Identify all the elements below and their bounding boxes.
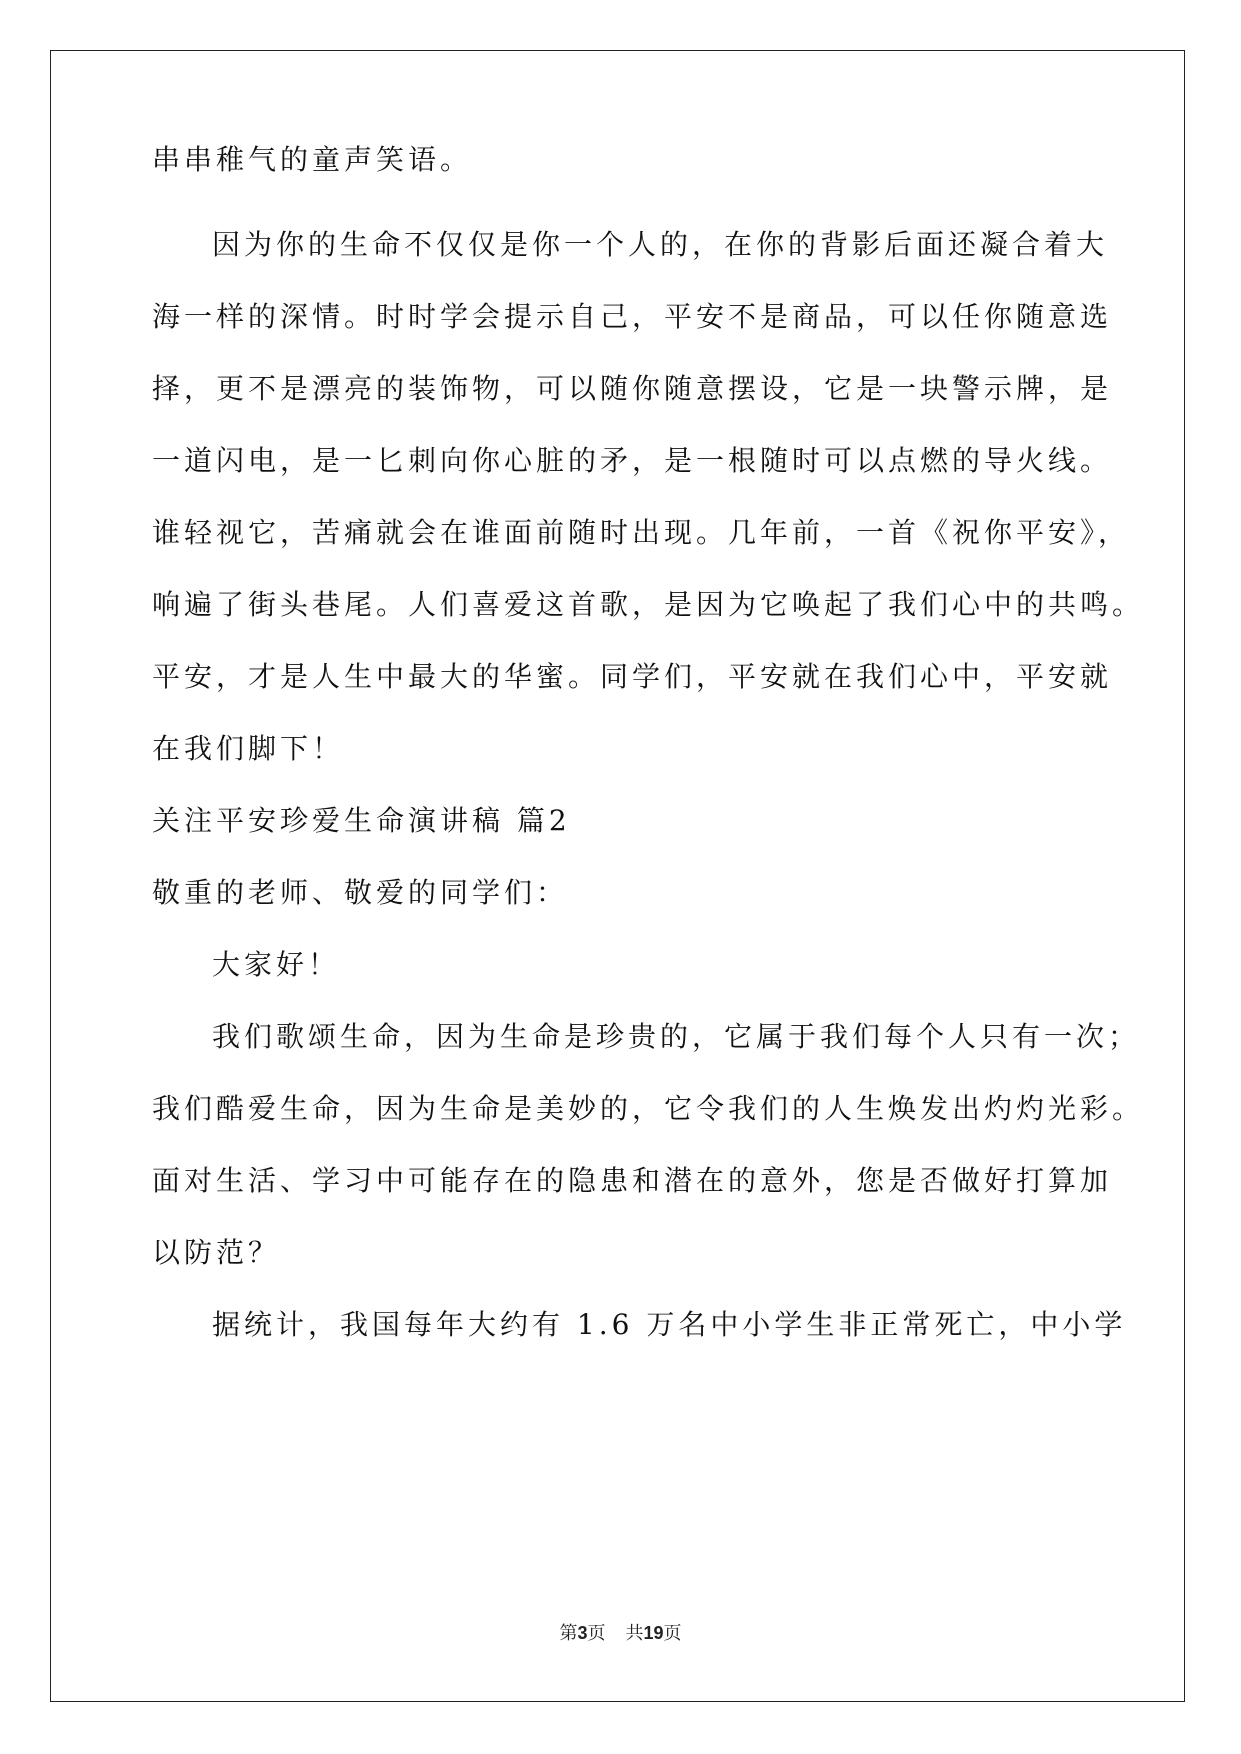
text-line: 择，更不是漂亮的装饰物，可以随你随意摆设，它是一块警示牌，是 bbox=[152, 372, 1113, 405]
text-line: 据统计，我国每年大约有 1.6 万名中小学生非正常死亡，中小学 bbox=[212, 1308, 1127, 1341]
text-line: 一道闪电，是一匕刺向你心脏的矛，是一根随时可以点燃的导火线。 bbox=[152, 444, 1113, 477]
text-line: 平安，才是人生中最大的华蜜。同学们，平安就在我们心中，平安就 bbox=[152, 660, 1113, 693]
text-line: 响遍了街头巷尾。人们喜爱这首歌，是因为它唤起了我们心中的共鸣。 bbox=[152, 588, 1145, 621]
page-number: 3 bbox=[577, 1623, 588, 1643]
page-prefix: 第 bbox=[559, 1623, 578, 1644]
total-pages: 19 bbox=[643, 1623, 664, 1643]
salutation: 敬重的老师、敬爱的同学们： bbox=[152, 876, 569, 909]
total-suffix: 页 bbox=[663, 1623, 682, 1644]
text-line: 我们酷爱生命，因为生命是美妙的，它令我们的人生焕发出灼灼光彩。 bbox=[152, 1092, 1145, 1125]
text-line: 因为你的生命不仅仅是你一个人的，在你的背影后面还凝合着大 bbox=[212, 228, 1109, 261]
text-line: 我们歌颂生命，因为生命是珍贵的，它属于我们每个人只有一次； bbox=[212, 1020, 1141, 1053]
text-line: 以防范？ bbox=[152, 1236, 281, 1269]
page-footer bbox=[0, 1621, 1241, 1646]
text-line: 谁轻视它，苦痛就会在谁面前随时出现。几年前，一首《祝你平安》， bbox=[152, 516, 1131, 549]
greeting: 大家好！ bbox=[212, 948, 341, 981]
section-heading: 关注平安珍爱生命演讲稿 篇2 bbox=[152, 804, 571, 837]
text-line: 串串稚气的童声笑语。 bbox=[152, 143, 473, 176]
text-line: 面对生活、学习中可能存在的隐患和潜在的意外，您是否做好打算加 bbox=[152, 1164, 1113, 1197]
page-suffix: 页 bbox=[587, 1623, 606, 1644]
text-line: 海一样的深情。时时学会提示自己，平安不是商品，可以任你随意选 bbox=[152, 300, 1113, 333]
total-prefix: 共 bbox=[625, 1623, 644, 1644]
text-line: 在我们脚下！ bbox=[152, 732, 345, 765]
